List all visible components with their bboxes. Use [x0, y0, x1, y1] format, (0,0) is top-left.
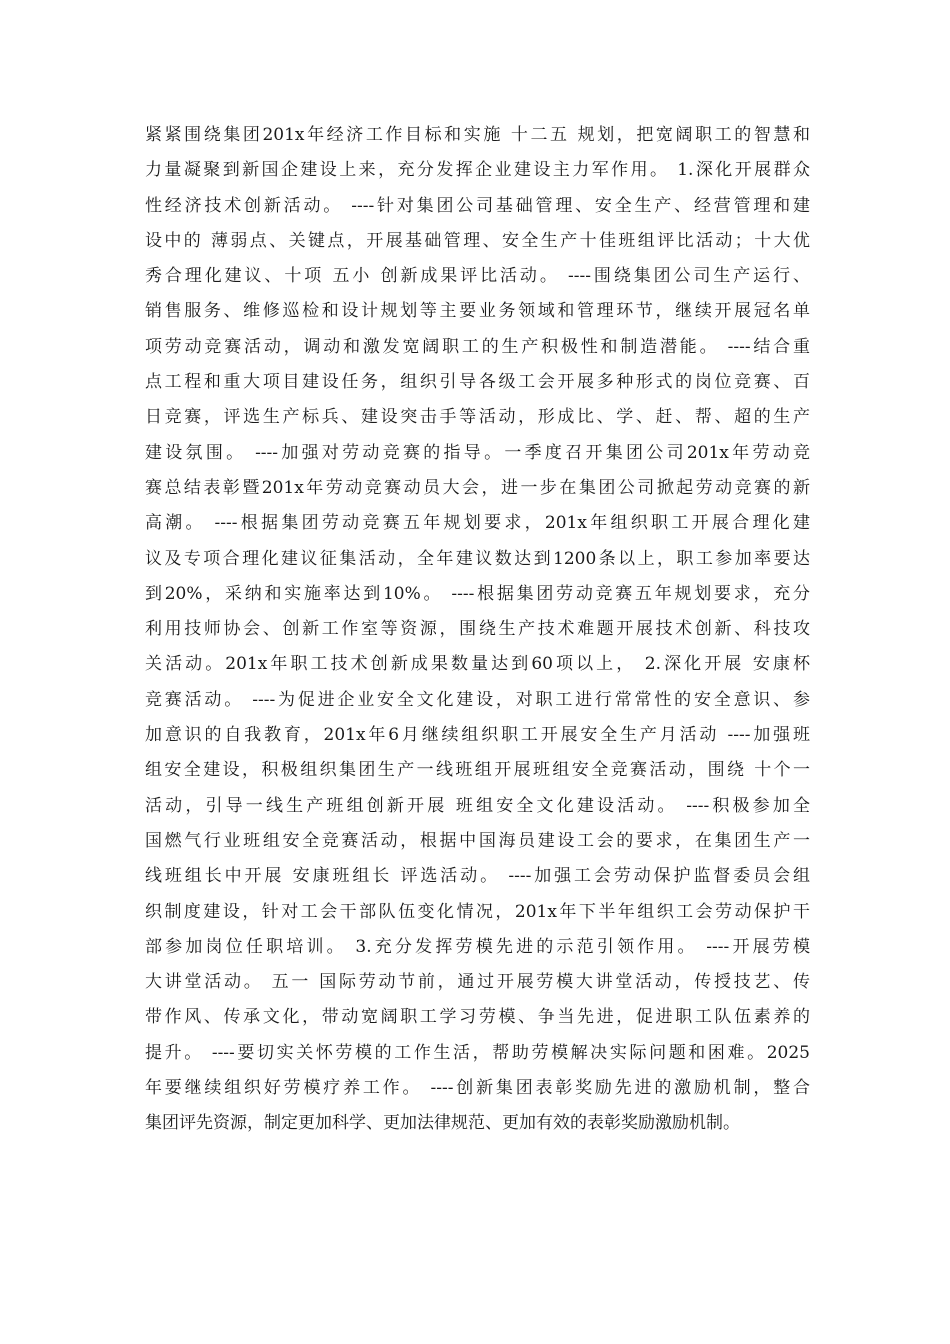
body-paragraph — [145, 118, 810, 1142]
text-line: 销售服务、维修巡检和设计规划等主要业务领域和管理环节，继续开展冠名单 — [145, 301, 810, 322]
text-line: 议及专项合理化建议征集活动，全年建议数达到1200条以上，职工参加率要达 — [145, 548, 810, 569]
text-line: 利用技师协会、创新工作室等资源，围绕生产技术难题开展技术创新、科技攻 — [145, 619, 810, 640]
text-line: 关活动。201x年职工技术创新成果数量达到60项以上， 2.深化开展 安康杯 — [145, 654, 810, 675]
text-line: 紧紧围绕集团201x年经济工作目标和实施 十二五 规划，把宽阔职工的智慧和 — [145, 125, 810, 145]
text-line: 设中的 薄弱点、关键点，开展基础管理、安全生产十佳班组评比活动；十大优 — [145, 230, 810, 251]
text-line: 竞赛活动。 ----为促进企业安全文化建设，对职工进行常常性的安全意识、参 — [145, 689, 810, 710]
text-line: 赛总结表彰暨201x年劳动竞赛动员大会，进一步在集团公司掀起劳动竞赛的新 — [145, 477, 810, 498]
text-line: 大讲堂活动。 五一 国际劳动节前，通过开展劳模大讲堂活动，传授技艺、传 — [145, 972, 810, 993]
text-line: 日竞赛，评选生产标兵、建设突击手等活动，形成比、学、赶、帮、超的生产 — [145, 407, 810, 428]
text-line: 组安全建设，积极组织集团生产一线班组开展班组安全竞赛活动，围绕 十个一 — [145, 760, 810, 781]
text-line: 活动，引导一线生产班组创新开展 班组安全文化建设活动。 ----积极参加全 — [145, 795, 810, 816]
text-line: 点工程和重大项目建设任务，组织引导各级工会开展多种形式的岗位竞赛、百 — [145, 372, 810, 393]
text-line: 项劳动竞赛活动，调动和激发宽阔职工的生产积极性和制造潜能。 ----结合重 — [145, 336, 810, 357]
text-line: 部参加岗位任职培训。 3.充分发挥劳模先进的示范引领作用。 ----开展劳模 — [145, 936, 810, 957]
text-line: 性经济技术创新活动。 ----针对集团公司基础管理、安全生产、经营管理和建 — [145, 195, 810, 216]
text-line: 提升。 ----要切实关怀劳模的工作生活，帮助劳模解决实际问题和困难。2025 — [145, 1042, 810, 1063]
text-line: 到20%，采纳和实施率达到10%。 ----根据集团劳动竞赛五年规划要求，充分 — [145, 583, 810, 604]
text-line: 织制度建设，针对工会干部队伍变化情况，201x年下半年组织工会劳动保护干 — [145, 901, 810, 922]
text-line: 加意识的自我教育，201x年6月继续组织职工开展安全生产月活动 ----加强班 — [145, 725, 810, 746]
text-line: 高潮。 ----根据集团劳动竞赛五年规划要求，201x年组织职工开展合理化建 — [145, 513, 810, 534]
text-line: 集团评先资源，制定更加科学、更加法律规范、更加有效的表彰奖励激励机制。 — [145, 1113, 740, 1134]
text-line: 带作风、传承文化，带动宽阔职工学习劳模、争当先进，促进职工队伍素养的 — [145, 1007, 810, 1028]
text-line: 年要继续组织好劳模疗养工作。 ----创新集团表彰奖励先进的激励机制，整合 — [145, 1078, 810, 1099]
text-line: 国燃气行业班组安全竞赛活动，根据中国海员建设工会的要求，在集团生产一 — [145, 830, 810, 851]
text-line: 建设氛围。 ----加强对劳动竞赛的指导。一季度召开集团公司201x年劳动竞 — [145, 442, 810, 463]
text-line: 线班组长中开展 安康班组长 评选活动。 ----加强工会劳动保护监督委员会组 — [145, 866, 810, 887]
text-line: 力量凝聚到新国企建设上来，充分发挥企业建设主力军作用。 1.深化开展群众 — [145, 160, 810, 181]
text-line: 秀合理化建议、十项 五小 创新成果评比活动。 ----围绕集团公司生产运行、 — [145, 266, 810, 287]
